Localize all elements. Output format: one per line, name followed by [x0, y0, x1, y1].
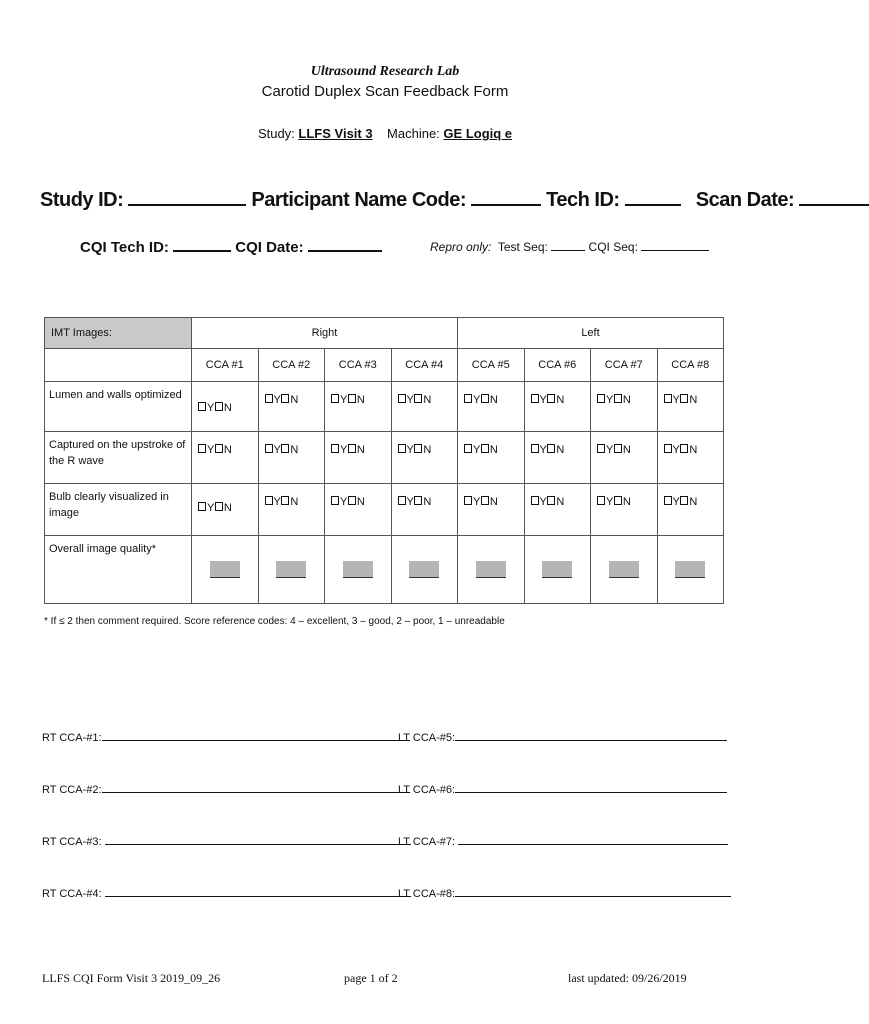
study-value: LLFS Visit 3 [298, 126, 373, 141]
cca-header: CCA #2 [258, 349, 325, 382]
yn-checkbox-pair[interactable]: Y N [458, 484, 525, 536]
cqi-seq-label: CQI Seq: [588, 240, 638, 254]
table-row [45, 382, 724, 432]
study-label: Study: [257, 126, 295, 141]
repro-fields [430, 240, 709, 254]
checkbox[interactable] [597, 444, 605, 453]
machine-value: GE Logiq e [443, 126, 513, 141]
yn-checkbox-pair[interactable]: Y N [325, 432, 392, 484]
comment-rt-cca-4: RT CCA-#4: [42, 886, 411, 900]
score-field[interactable] [409, 561, 439, 578]
checkbox[interactable] [281, 496, 289, 505]
tech-id-label: Tech ID: [546, 189, 620, 211]
yn-checkbox-pair[interactable]: Y N [258, 432, 325, 484]
yn-checkbox-pair[interactable]: Y N [325, 382, 392, 432]
comment-line[interactable] [102, 730, 410, 741]
row-label-overall: Overall image quality* [45, 536, 192, 604]
imt-table [44, 317, 724, 604]
checkbox[interactable] [680, 444, 688, 453]
cqi-fields-row [80, 236, 382, 256]
score-field[interactable] [276, 561, 306, 578]
checkbox[interactable] [414, 394, 422, 403]
checkbox[interactable] [481, 496, 489, 505]
test-seq-label: Test Seq: [497, 240, 548, 254]
test-seq-field[interactable] [551, 240, 585, 251]
yn-checkbox-pair[interactable]: Y N [458, 432, 525, 484]
yn-checkbox-pair[interactable]: Y N [458, 382, 525, 432]
score-field[interactable] [210, 561, 240, 578]
yn-checkbox-pair[interactable]: Y N [591, 432, 658, 484]
participant-code-label: Participant Name Code: [251, 189, 467, 211]
checkbox[interactable] [614, 394, 622, 403]
checkbox[interactable] [481, 394, 489, 403]
checkbox[interactable] [680, 496, 688, 505]
comment-line[interactable] [455, 730, 727, 741]
yn-checkbox-pair[interactable]: Y N [258, 382, 325, 432]
checkbox[interactable] [265, 444, 273, 453]
checkbox[interactable] [464, 444, 472, 453]
footnote: * If ≤ 2 then comment required. Score reference codes: 4 – excellent, 3 – good, 2 – poor, 1 – unreadable [44, 616, 505, 627]
cca-header: CCA #4 [391, 349, 458, 382]
checkbox[interactable] [664, 444, 672, 453]
cca-header: CCA #7 [591, 349, 658, 382]
comment-line[interactable] [458, 834, 728, 845]
checkbox[interactable] [398, 496, 406, 505]
lab-name: Ultrasound Research Lab [310, 64, 460, 79]
imt-header: IMT Images: [45, 318, 192, 349]
checkbox[interactable] [531, 444, 539, 453]
checkbox[interactable] [614, 496, 622, 505]
participant-code-field[interactable] [471, 186, 541, 206]
cqi-seq-field[interactable] [641, 240, 709, 251]
row-label-upstroke: Captured on the upstroke of the R wave [45, 432, 192, 484]
checkbox[interactable] [331, 444, 339, 453]
yn-checkbox-pair[interactable]: Y N [192, 382, 259, 432]
row-label-bulb: Bulb clearly visualized in image [45, 484, 192, 536]
cca-header-row [45, 349, 724, 382]
yn-checkbox-pair[interactable]: Y N [657, 382, 724, 432]
tech-id-field[interactable] [625, 186, 681, 206]
cqi-date-label: CQI Date: [235, 239, 304, 256]
table-row [45, 432, 724, 484]
checkbox[interactable] [265, 496, 273, 505]
score-field[interactable] [609, 561, 639, 578]
cqi-tech-id-label: CQI Tech ID: [80, 239, 169, 256]
left-header: Left [458, 318, 724, 349]
yn-checkbox-pair[interactable]: Y N [391, 382, 458, 432]
cca-header: CCA #1 [192, 349, 259, 382]
checkbox[interactable] [547, 444, 555, 453]
checkbox[interactable] [414, 496, 422, 505]
table-row [45, 484, 724, 536]
cca-header: CCA #6 [524, 349, 591, 382]
checkbox[interactable] [348, 394, 356, 403]
yn-checkbox-pair[interactable]: Y N [192, 484, 259, 536]
checkbox[interactable] [398, 394, 406, 403]
comment-rt-cca-3: RT CCA-#3: [42, 834, 411, 848]
checkbox[interactable] [198, 402, 206, 411]
yn-checkbox-pair[interactable]: Y N [657, 432, 724, 484]
cca-header: CCA #5 [458, 349, 525, 382]
cqi-date-field[interactable] [308, 236, 382, 252]
checkbox[interactable] [265, 394, 273, 403]
row-label-lumen: Lumen and walls optimized [45, 382, 192, 432]
checkbox[interactable] [531, 496, 539, 505]
score-field[interactable] [542, 561, 572, 578]
checkbox[interactable] [398, 444, 406, 453]
table-row [45, 536, 724, 604]
checkbox[interactable] [547, 394, 555, 403]
score-field[interactable] [476, 561, 506, 578]
comment-line[interactable] [455, 886, 731, 897]
checkbox[interactable] [547, 496, 555, 505]
study-id-field[interactable] [128, 186, 246, 206]
checkbox[interactable] [597, 496, 605, 505]
checkbox[interactable] [481, 444, 489, 453]
yn-checkbox-pair[interactable]: Y N [192, 432, 259, 484]
checkbox[interactable] [464, 496, 472, 505]
checkbox[interactable] [664, 394, 672, 403]
cca-header: CCA #8 [657, 349, 724, 382]
yn-checkbox-pair[interactable]: Y N [524, 432, 591, 484]
checkbox[interactable] [348, 444, 356, 453]
checkbox[interactable] [215, 402, 223, 411]
checkbox[interactable] [331, 496, 339, 505]
repro-only-label: Repro only: [430, 240, 492, 254]
checkbox[interactable] [531, 394, 539, 403]
checkbox[interactable] [664, 496, 672, 505]
comment-line[interactable] [455, 782, 727, 793]
study-machine-line [0, 126, 770, 141]
checkbox[interactable] [331, 394, 339, 403]
yn-checkbox-pair[interactable]: Y N [524, 382, 591, 432]
yn-checkbox-pair[interactable]: Y N [591, 484, 658, 536]
scan-date-field[interactable] [799, 186, 869, 206]
checkbox[interactable] [281, 394, 289, 403]
comment-rt-cca-1: RT CCA-#1: [42, 730, 410, 744]
checkbox[interactable] [680, 394, 688, 403]
checkbox[interactable] [198, 502, 206, 511]
cca-header: CCA #3 [325, 349, 392, 382]
checkbox[interactable] [215, 444, 223, 453]
comment-lt-cca-5: LT CCA-#5: [398, 730, 727, 744]
study-id-label: Study ID: [40, 189, 124, 211]
form-title: Carotid Duplex Scan Feedback Form [261, 83, 509, 100]
yn-checkbox-pair[interactable]: Y N [391, 484, 458, 536]
checkbox[interactable] [464, 394, 472, 403]
machine-label: Machine: [387, 126, 440, 141]
checkbox[interactable] [215, 502, 223, 511]
comment-line[interactable] [105, 886, 411, 897]
id-fields-row [40, 186, 869, 212]
checkbox[interactable] [198, 444, 206, 453]
comment-line[interactable] [105, 834, 411, 845]
footer-last-updated: last updated: 09/26/2019 [568, 971, 687, 985]
cqi-tech-id-field[interactable] [173, 236, 231, 252]
yn-checkbox-pair[interactable]: Y N [325, 484, 392, 536]
yn-checkbox-pair[interactable]: Y N [258, 484, 325, 536]
yn-checkbox-pair[interactable]: Y N [657, 484, 724, 536]
footer-page-number: page 1 of 2 [344, 971, 398, 985]
checkbox[interactable] [281, 444, 289, 453]
footer-form-id: LLFS CQI Form Visit 3 2019_09_26 [42, 971, 221, 985]
yn-checkbox-pair[interactable]: Y N [591, 382, 658, 432]
yn-checkbox-pair[interactable]: Y N [391, 432, 458, 484]
comment-lt-cca-6: LT CCA-#6: [398, 782, 727, 796]
yn-checkbox-pair[interactable]: Y N [524, 484, 591, 536]
score-field[interactable] [343, 561, 373, 578]
comment-lt-cca-7: LT CCA-#7: [398, 834, 728, 848]
checkbox[interactable] [614, 444, 622, 453]
comment-rt-cca-2: RT CCA-#2: [42, 782, 410, 796]
comment-lt-cca-8: LT CCA-#8: [398, 886, 731, 900]
checkbox[interactable] [348, 496, 356, 505]
scan-date-label: Scan Date: [695, 189, 795, 211]
score-field[interactable] [675, 561, 705, 578]
right-header: Right [192, 318, 458, 349]
checkbox[interactable] [414, 444, 422, 453]
comment-line[interactable] [102, 782, 410, 793]
checkbox[interactable] [597, 394, 605, 403]
